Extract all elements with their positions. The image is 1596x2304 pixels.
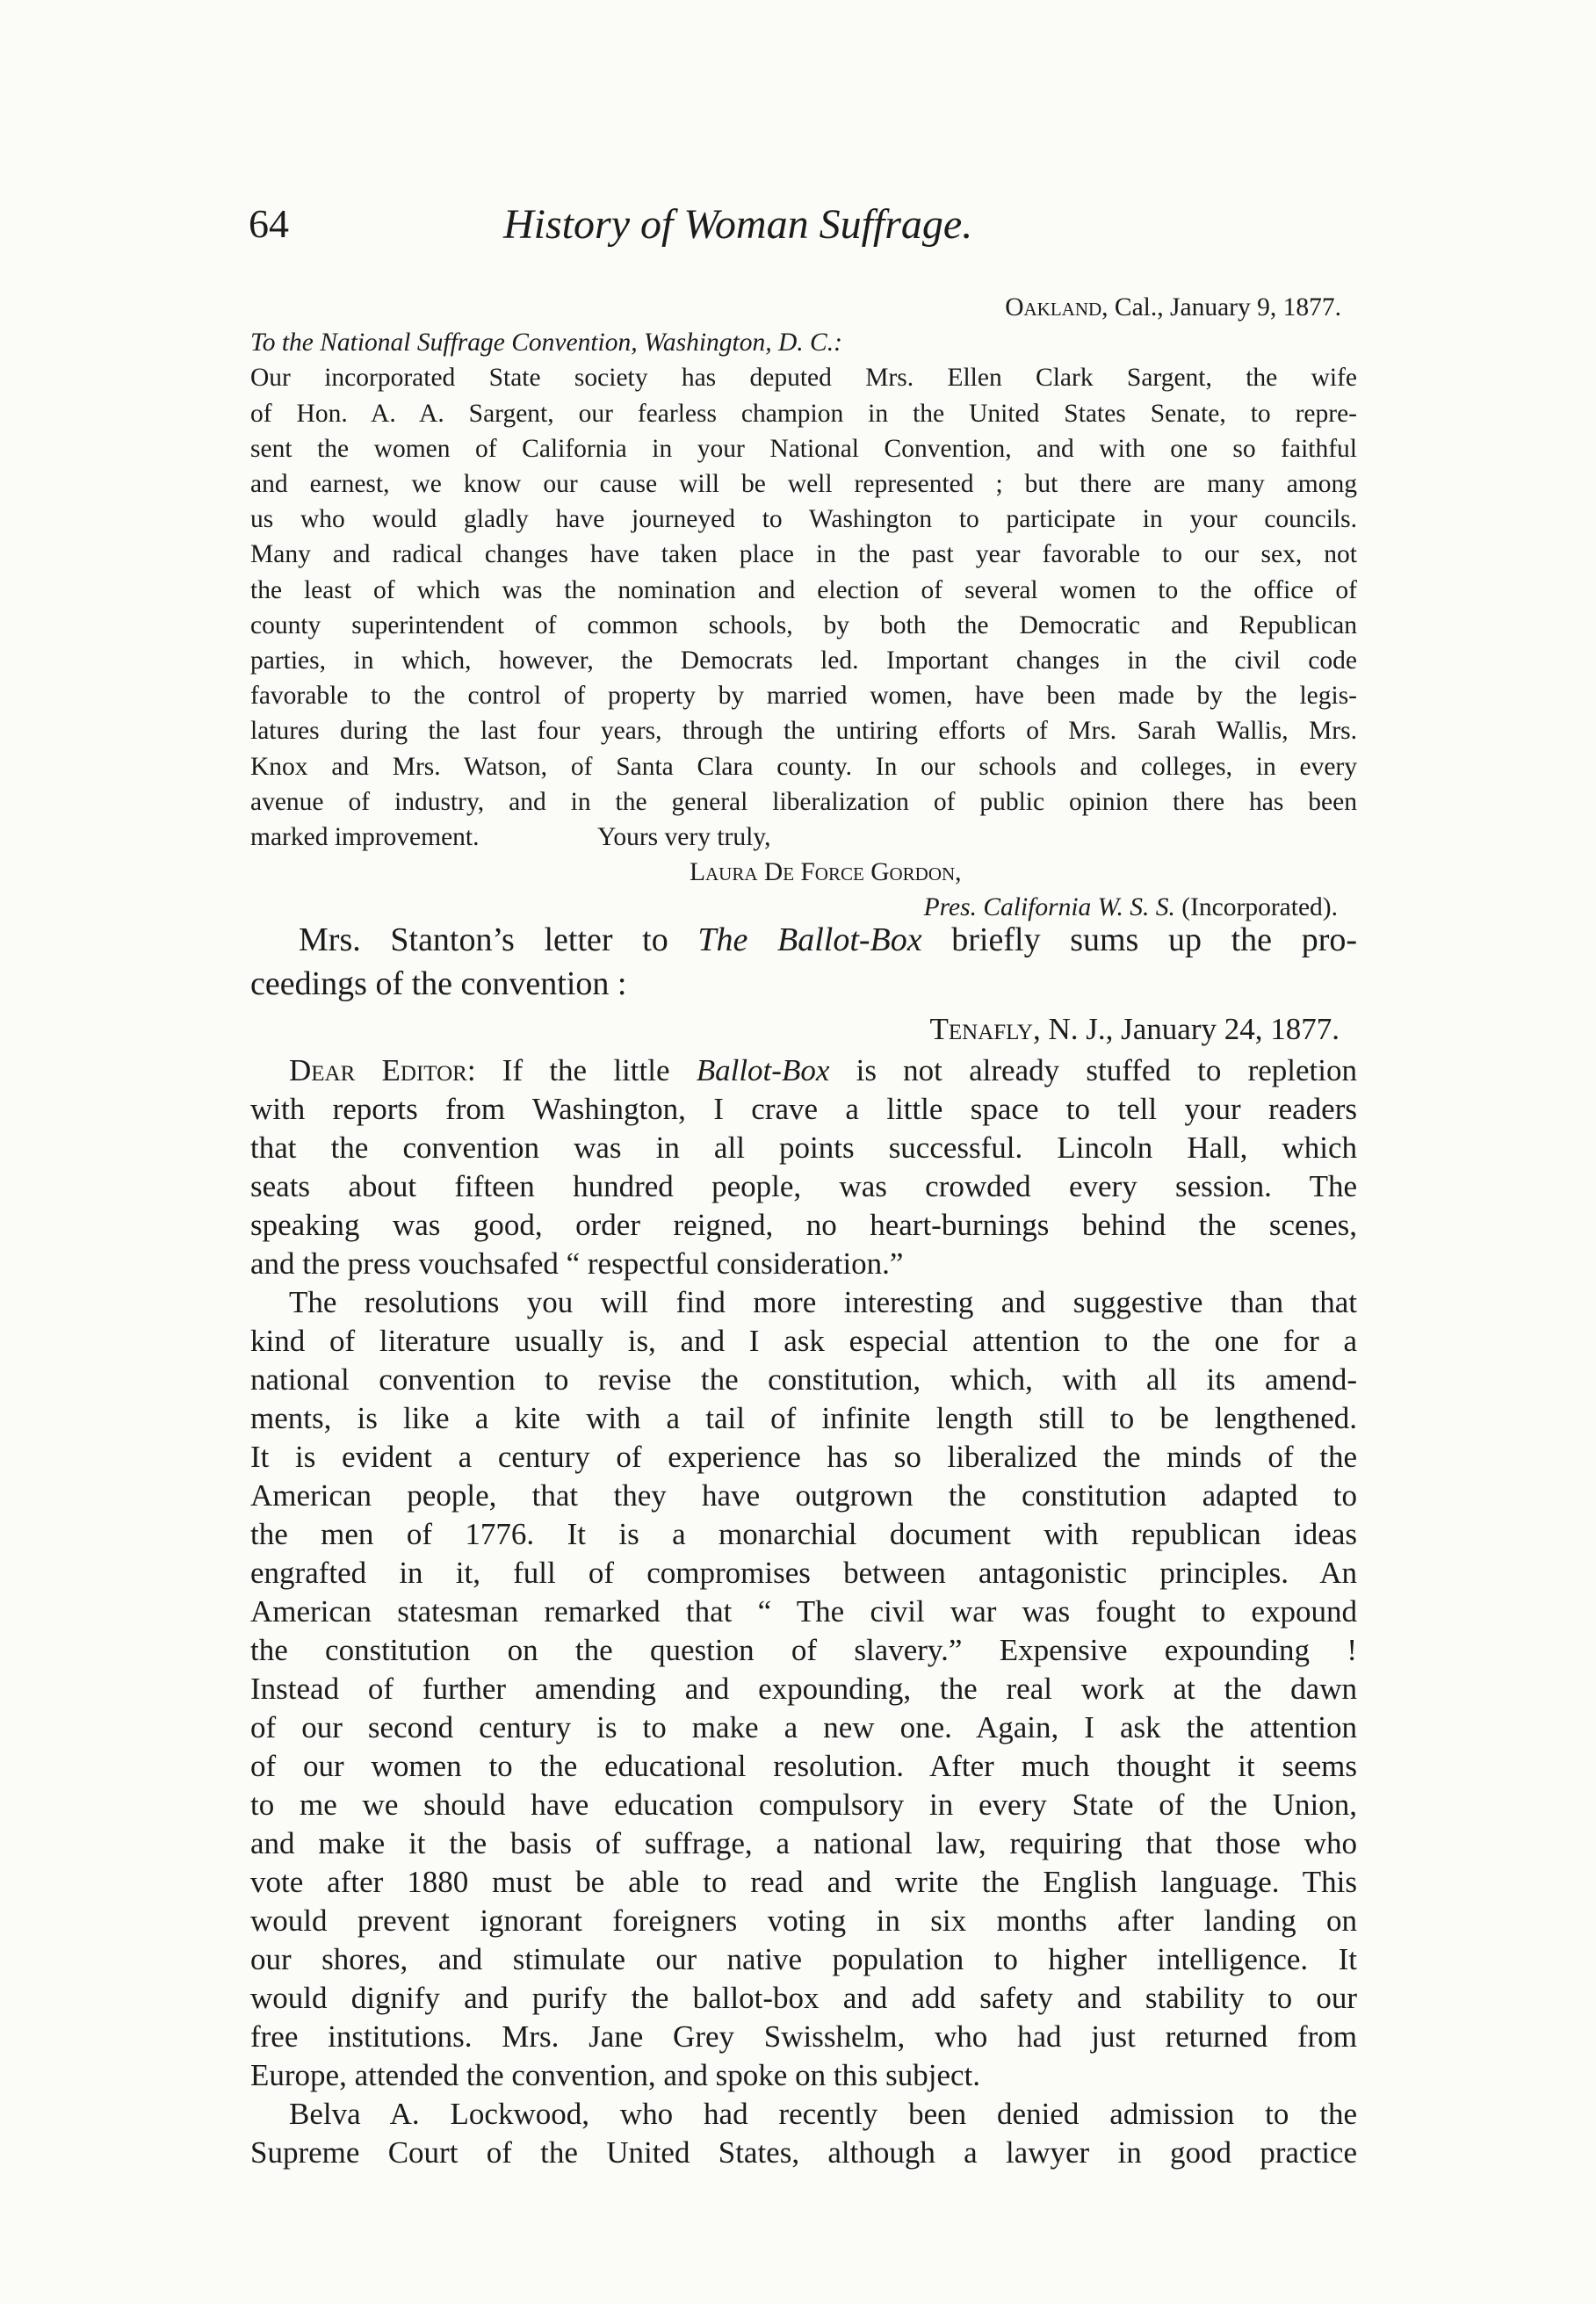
text-line: parties, in which, however, the Democrats led. Important changes in the civil code <box>250 646 1357 675</box>
text-line: It is evident a century of experience has so liberalized the minds of the <box>250 1440 1357 1474</box>
text-line: of Hon. A. A. Sargent, our fearless champion in the United States Senate, to repre- <box>250 399 1357 428</box>
text-line: of our second century is to make a new one. Again, I ask the attention <box>250 1710 1357 1744</box>
text-line: Knox and Mrs. Watson, of Santa Clara county. In our schools and colleges, in every <box>250 752 1357 781</box>
intro-text-a: Mrs. Stanton’s letter to <box>299 921 698 958</box>
text-line: with reports from Washington, I crave a little space to tell your readers <box>250 1092 1357 1126</box>
paragraph-2 <box>250 1283 1357 2095</box>
text-line: the constitution on the question of slavery.” Expensive expounding ! <box>250 1633 1357 1667</box>
text-line: Europe, attended the convention, and spoke on this subject. <box>250 2058 981 2092</box>
text-line: Our incorporated State society has deputed Mrs. Ellen Clark Sargent, the wife <box>250 364 1357 393</box>
letter-dateline <box>250 290 1357 325</box>
stanton-dateline <box>250 1008 1357 1051</box>
dateline-date: , Cal., January 9, 1877. <box>1101 293 1341 321</box>
text-line: the least of which was the nomination and election of several women to the office of <box>250 575 1357 604</box>
intro-text-b: briefly sums up the pro- <box>921 921 1357 958</box>
text-line: would prevent ignorant foreigners voting in six months after landing on <box>250 1903 1357 1938</box>
text-line: Supreme Court of the United States, although a lawyer in good practice <box>250 2135 1357 2170</box>
running-title: History of Woman Suffrage. <box>503 201 973 248</box>
text-line: speaking was good, order reigned, no heart-burnings behind the scenes, <box>250 1208 1357 1242</box>
text-line: and the press vouchsafed “ respectful consideration.” <box>250 1246 904 1281</box>
intro-paragraph <box>250 918 1357 1006</box>
intro-italic: The Ballot-Box <box>697 921 922 958</box>
signature-title-italic: Pres. California W. S. S. <box>923 893 1175 922</box>
text-line: national convention to revise the constitution, which, with all its amend- <box>250 1362 1357 1397</box>
text-line: ments, is like a kite with a tail of infinite length still to be lengthened. <box>250 1401 1357 1435</box>
text-line: Belva A. Lockwood, who had recently been denied admission to the <box>289 2097 1357 2131</box>
text-line: kind of literature usually is, and I ask especial attention to the one for a <box>250 1324 1357 1358</box>
text-line: the men of 1776. It is a monarchial document with republican ideas <box>250 1517 1357 1551</box>
text-line: and earnest, we know our cause will be well represented ; but there are many among <box>250 470 1357 499</box>
text-line: that the convention was in all points successful. Lincoln Hall, which <box>250 1130 1357 1165</box>
page-header <box>249 200 1355 262</box>
text-line: Instead of further amending and expounding, the real work at the dawn <box>250 1672 1357 1706</box>
text-a: : If the little <box>466 1053 697 1087</box>
stanton-letter <box>250 1051 1357 2172</box>
italic-title: Ballot-Box <box>696 1053 830 1087</box>
paragraph-1 <box>250 1090 1357 1283</box>
intro-line <box>250 918 1357 962</box>
page-number: 64 <box>249 201 289 246</box>
closing-left: marked improvement. <box>250 823 480 852</box>
text-line: us who would gladly have journeyed to Washington to participate in your councils. <box>250 505 1357 534</box>
dateline-city: Tenafly <box>929 1012 1033 1046</box>
text-line: engrafted in it, full of compromises between antagonistic principles. An <box>250 1556 1357 1590</box>
text-line: seats about fifteen hundred people, was crowded every session. The <box>250 1169 1357 1203</box>
signature-name: Laura De Force Gordon, <box>690 858 962 887</box>
text-line: The resolutions you will find more interesting and suggestive than that <box>289 1285 1357 1319</box>
text-line: county superintendent of common schools, by both the Democratic and Republican <box>250 610 1357 639</box>
text-line: free institutions. Mrs. Jane Grey Swisshelm, who had just returned from <box>250 2019 1357 2054</box>
text-line: our shores, and stimulate our native population to higher intelligence. It <box>250 1942 1357 1976</box>
text-line: sent the women of California in your National Convention, and with one so faithful <box>250 434 1357 463</box>
text-line: American people, that they have outgrown the constitution adapted to <box>250 1478 1357 1513</box>
salutation: Dear Editor <box>289 1053 467 1087</box>
text-line: Many and radical changes have taken place in the past year favorable to our sex, not <box>250 540 1357 569</box>
intro-line: ceedings of the convention : <box>250 965 627 1002</box>
letter-addressee: To the National Suffrage Convention, Washington, D. C.: <box>250 329 842 358</box>
signature-title-rest: (Incorporated). <box>1174 893 1338 922</box>
main-text <box>250 918 1357 2172</box>
gordon-letter <box>250 290 1357 926</box>
dateline-date: , N. J., January 24, 1877. <box>1033 1012 1340 1046</box>
text-line: American statesman remarked that “ The civil war was fought to expound <box>250 1594 1357 1629</box>
closing-right: Yours very truly, <box>597 823 771 852</box>
paragraph-first-line <box>250 1051 1357 1090</box>
letter-closing <box>250 820 1357 855</box>
paragraph-3 <box>250 2095 1357 2172</box>
text-line: avenue of industry, and in the general liberalization of public opinion there has been <box>250 787 1357 816</box>
text-line: favorable to the control of property by married women, have been made by the legis- <box>250 682 1357 711</box>
text-line: would dignify and purify the ballot-box and add safety and stability to our <box>250 1981 1357 2015</box>
letter-body <box>250 360 1357 820</box>
text-line: of our women to the educational resolution. After much thought it seems <box>250 1749 1357 1783</box>
text-b: is not already stuffed to repletion <box>829 1053 1358 1087</box>
dateline-city: Oakland <box>1005 293 1102 321</box>
text-line: and make it the basis of suffrage, a national law, requiring that those who <box>250 1826 1357 1860</box>
text-line: to me we should have education compulsory in every State of the Union, <box>250 1788 1357 1822</box>
text-line: latures during the last four years, through the untiring efforts of Mrs. Sarah Wallis, Mrs. <box>250 717 1357 746</box>
text-line: vote after 1880 must be able to read and write the English language. This <box>250 1865 1357 1899</box>
